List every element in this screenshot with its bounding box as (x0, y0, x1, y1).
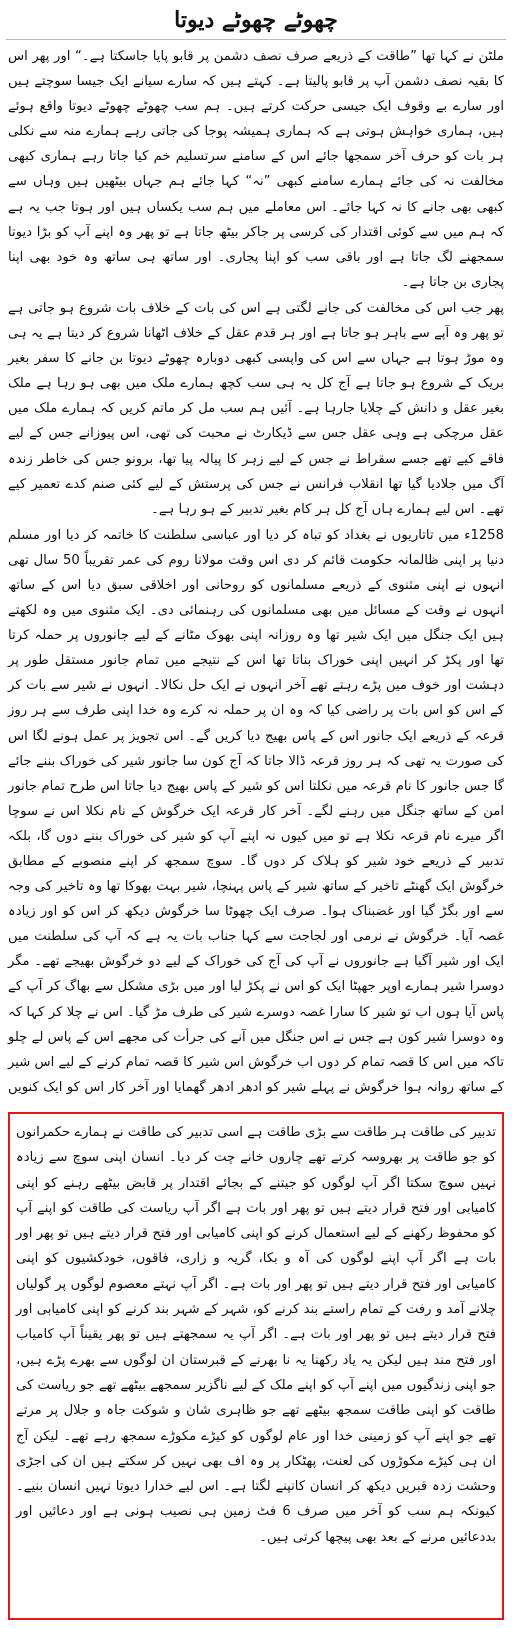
article-body (6, 40, 506, 1104)
highlighted-conclusion-box (8, 1112, 504, 1620)
article-paragraph-3: 1258ء میں تاتاریوں نے بغداد کو تباہ کر دیا اور عباسی سلطنت کا خاتمہ کر دیا اور مسلم دنیا پر اپنی ظالمانہ حکومت قائم کر دی اس وقت مولانا روم کی عمر تقریباً 50 سال تھی انہوں نے اپنی مثنوی کے ذریعے مسلمانوں کو روحانی اور اخلاقی سبق دیا اس کے ساتھ انہوں نے وقت کے مسائل میں بھی مسلمانوں کی رہنمائی دی۔ ایک مثنوی میں وہ لکھتے ہیں ایک جنگل میں ایک شیر تھا وہ روزانہ اپنی بھوک مٹانے کے لیے جانوروں پر حملہ کرتا تھا اور پکڑ کر انہیں اپنی خوراک بناتا تھا اس کے نتیجے میں تمام جانور مستقل طور پر دہشت اور خوف میں پڑے رہتے تھے آخر انہوں نے ایک حل نکالا۔ انہوں نے شیر سے بات کر کے اس کو اس بات پر راضی کیا کہ وہ ان پر حملہ نہ کرے وہ خدا اپنی طرف سے ہر روز قرعہ کے ذریعے ایک جانور اس کے پاس بھیج دیا کریں گے۔ اس تجویز پر عمل ہونے لگا اس کی صورت یہ تھی کہ ہر روز قرعہ ڈالا جاتا کہ آج کون سا جانور شیر کی خوراک بننے جائے گا جس جانور کا نام قرعہ میں نکلتا اس کو شیر کے پاس بھیج دیا جاتا اس طرح تمام جانور امن کے ساتھ جنگل میں رہنے لگے۔ آخر کار قرعہ ایک خرگوش کے نام نکلا اس نے سوچا اگر میرے نام قرعہ نکلا ہے تو میں کیوں نہ اپنے آپ کو شیر کی خوراک بننے دوں گا، بلکہ تدبیر کے ذریعے خود شیر کو ہلاک کر دوں گا۔ سوچ سمجھ کر اپنے منصوبے کے مطابق خرگوش ایک گھنٹے تاخیر کے ساتھ شیر کے پاس پہنچا، شیر بہت بھوکا تھا وہ تاخیر کی وجہ سے اور بگڑ گیا اور غضبناک ہوا۔ صرف ایک چھوٹا سا خرگوش دیکھ کر اس کو اور زیادہ غصہ آیا۔ خرگوش نے نرمی اور لجاجت سے کہا جناب بات یہ ہے کہ آپ کی سلطنت میں ایک اور شیر آگیا ہے جانوروں نے آپ کی آج کی خوراک کے لیے دو خرگوش بھیجے تھے۔ مگر دوسرا شیر ہمارے اوپر جھپٹا ایک کو اس نے پکڑ لیا اور میں بڑی مشکل سے بھاگ کر آپ کے پاس آیا ہوں اب تو شیر کا سارا غصہ دوسرے شیر کی طرف مڑ گیا۔ اس نے چلا کر کہا کہ وہ دوسرا شیر کون ہے جس نے اس جنگل میں آنے کی جرأت کی مجھے اس کے پاس لے چلو تاکہ میں اس کا قصہ تمام کر دوں اب خرگوش اس شیر کا قصہ تمام کرنے کے لیے اس شیر کے ساتھ روانہ ہوا خرگوش نے پہلے شیر کو ادھر ادھر گھمایا اور آخر کار اس کو ایک کنویں (8, 527, 505, 1095)
highlighted-conclusion-text: تدبیر کی طاقت ہر طاقت سے بڑی طاقت ہے اسی تدبیر کی طاقت نے ہمارے حکمرانوں کو جو طاقت پر بھروسہ کرتے تھے چاروں خانے چت کر دیا۔ انسان اپنی سوچ سے زیادہ نہیں سوچ سکتا اگر آپ لوگوں کو جیتنے کے بجائے اقتدار پر قابض بیٹھے رہنے کو اپنی کامیابی اور فتح قرار دیتے ہیں تو پھر اور بات ہے اگر آپ ریاست کی طاقت کو اپنے آپ کو محفوظ رکھنے کے لیے استعمال کرنے کو اپنی کامیابی اور فتح قرار دیتے ہیں تو پھر اور بات ہے اگر آپ اپنے لوگوں کی آہ و بکا، گریہ و زاری، فاقوں، خودکشیوں کو اپنی کامیابی اور فتح قرار دیتے ہیں تو پھر اور بات ہے۔ اگر آپ نہتے معصوم لوگوں پر گولیاں چلانے آمد و رفت کے تمام راستے بند کرنے کو، شہر کے شہر بند کرنے کو اپنی کامیابی اور فتح قرار دیتے ہیں تو پھر اور بات ہے۔ اگر آپ یہ سمجھتے ہیں تو پھر یقیناً آپ کامیاب اور فتح مند ہیں لیکن یہ یاد رکھنا یہ نا بھرنے کے قبرستان ان لوگوں سے بھرے پڑے ہیں، جو اپنی زندگیوں میں اپنے آپ کو اپنے ملک کے لیے ناگزیر سمجھے بیٹھے تھے جو ریاست کی طاقت کو اپنی طاقت سمجھ بیٹھے تھے جو ظاہری شان و شوکت جاہ و جلال پر مرتے تھے جو اپنے آپ کو زمینی خدا اور عام لوگوں کو کیڑے مکوڑے سمجھ رہے تھے۔ لیکن آج ان ہی کیڑے مکوڑوں کی لعنت، پھٹکار پر وہ اف بھی نہیں کر سکتے ہیں ان کی اجڑی وحشت زدہ قبریں دیکھ کر انسان کانپنے لگتا ہے۔ اس لیے خدارا دیوتا نہیں انسان بنیے۔ کیونکہ ہم سب کو آخر میں صرف 6 فٹ زمین ہی نصیب ہونی ہے اور دعائیں اور بددعائیں مرنے کے بعد بھی پیچھا کرتی ہیں۔ (16, 1125, 496, 1545)
article-headline: چھوٹے چھوٹے دیوتا (6, 0, 506, 40)
article-paragraph-2: پھر جب اس کی مخالفت کی جانے لگتی ہے اس کی بات کے خلاف بات شروع ہو جاتی ہے تو پھر وہ آپے سے باہر ہو جاتا ہے اور ہر قدم عقل کے خلاف اٹھانا شروع کر دیتا ہے یہ ہی وہ موڑ ہوتا ہے جہاں سے اس کی واپسی کبھی دوبارہ چھوٹے دیوتا بن جانے کا سفر بغیر بریک کے شروع ہو جاتا ہے آج کل یہ ہی سب کچھ ہمارے ملک میں بھی ہو رہا ہے ملک بغیر عقل و دانش کے چلایا جارہا ہے۔ آئیں ہم سب مل کر ماتم کریں کہ ہمارے ملک میں عقل مرچکی ہے وہی عقل جس سے ڈیکارٹ نے محبت کی تھی، اس پیوزانے جس کے لیے فاقے کیے تھے جسے سقراط نے جس کے لیے زہر کا پیالہ پیا تھا، برونو جس کی خاطر زندہ آگ میں جلادیا گیا تھا انقلاب فرانس نے جس کی پرستش کے لیے کئی صنم کدے تعمیر کیے تھے۔ اس لیے ہمارے ہاں آج کل ہر کام بغیر تدبیر کے ہو رہا ہے۔ (8, 300, 504, 517)
article-paragraph-1: ملٹن نے کہا تھا ”طاقت کے ذریعے صرف نصف دشمن پر قابو پایا جاسکتا ہے۔“ اور پھر اس کا بقیہ نصف دشمن آپ پر قابو پالیتا ہے۔ کہتے ہیں کہ سارے سیانے ایک جیسا سوچتے ہیں اور سارے بے وقوف ایک جیسی حرکت کرتے ہیں۔ ہم سب چھوٹے چھوٹے دیوتا واقع ہوئے ہیں، ہماری خواہش ہوتی ہے کہ ہماری ہمیشہ پوجا کی جاتی رہے ہمارے منہ سے نکلی ہر بات کو حرف آخر سمجھا جائے اس کے سامنے سرتسلیم خم کیا جاتا رہے ہماری کبھی مخالفت نہ کی جائے ہمارے سامنے کبھی ”نہ“ کہا جائے ہم جہاں بیٹھیں ہیں وہاں سے کبھی بھی جانے کا نہ کہا جائے۔ اس معاملے میں ہم سب یکساں ہیں اور ہوتا جب یہ ہے کہ ہم میں سے کوئی اقتدار کی کرسی پر جاکر بیٹھ جاتا ہے تو پھر وہ اپنے آپ کو بڑا دیوتا سمجھنے لگ جاتا ہے اور باقی سب کو اپنا پجاری۔ اور ساتھ ہی ساتھ وہ خود بھی اپنا پجاری بن جاتا ہے۔ (8, 49, 504, 290)
